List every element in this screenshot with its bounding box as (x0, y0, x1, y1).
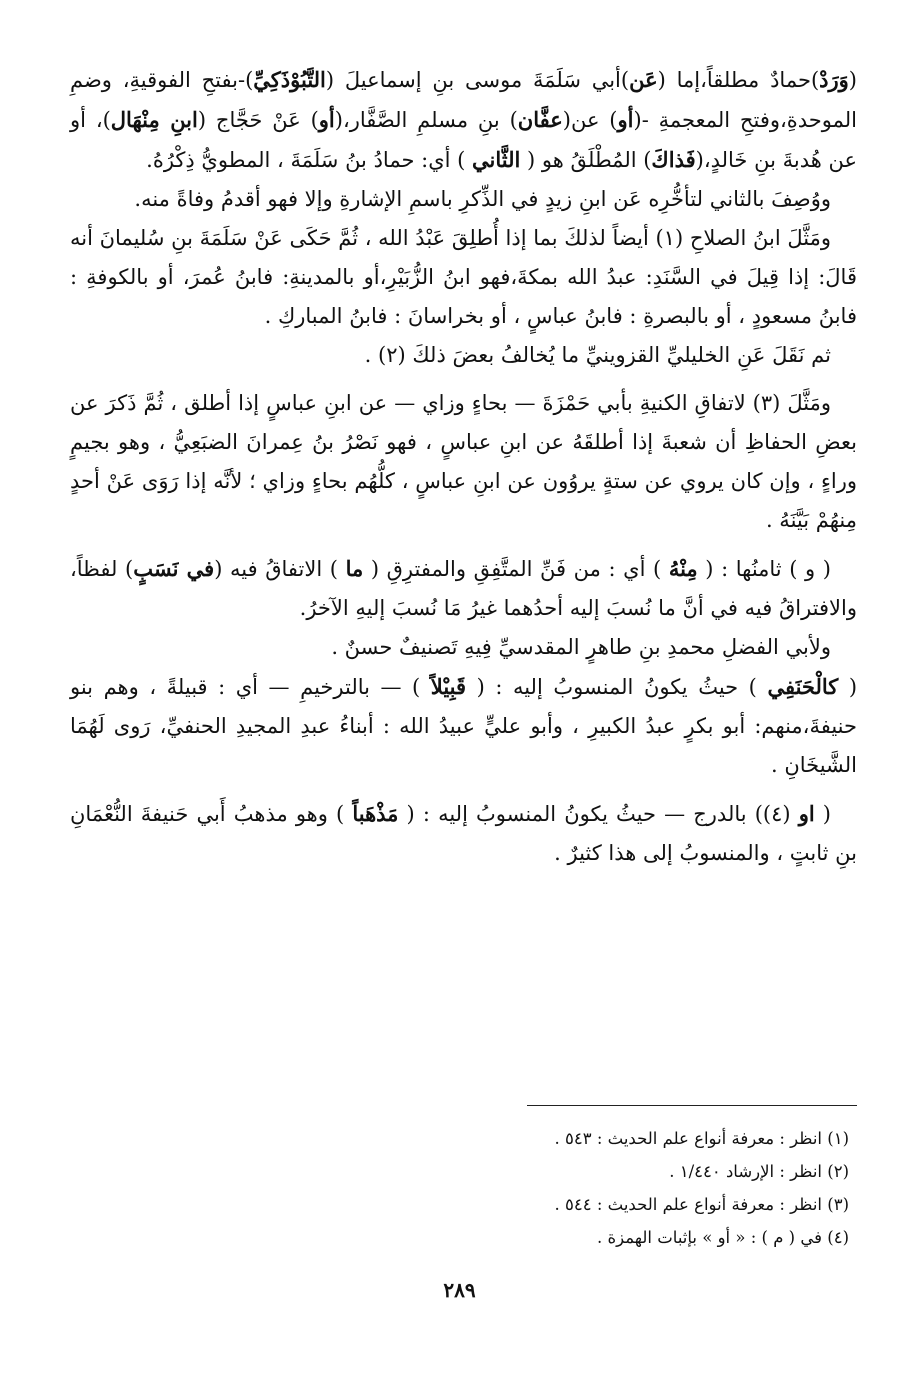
bold-term: قَبِيْلاً (430, 674, 467, 699)
text-run: (٤)) بالدرج — حيثُ يكونُ المنسوبُ إليه : ( (398, 802, 799, 826)
text-run: ) أي: حمادُ بنُ سَلَمَةَ ، المطويُّ ذِكْرُهُ. (146, 148, 473, 172)
text-run: ) عن( (562, 108, 618, 132)
text-run: ) حيثُ يكونُ المنسوبُ إليه : ( (466, 675, 768, 699)
paragraph-3: ومَثَّلَ ابنُ الصلاحِ (١) أيضاً لذلكَ بما إذا أُطلِقَ عَبْدُ الله ، ثُمَّ حَكَى عَنْ سَلَمَةَ بنِ سُليمانَ أنه قَالَ: إذا قِيلَ في السَّنَدِ: عبدُ الله بمكةَ،فهو ابنُ الزُّبَيْرِ،أو بالمدينةِ: فابنُ عُمرَ، أو بالكوفةِ : فابنُ مسعودٍ ، أو بالبصرةِ : فابنُ عباسٍ ، أو بخراسانَ : فابنُ المباركِ . (70, 226, 857, 328)
page-number: ٢٨٩ (443, 1278, 476, 1302)
text-run: ( (814, 802, 832, 826)
bold-term: أو (318, 107, 335, 132)
bold-term: مَذْهَباً (352, 801, 399, 826)
paragraph-5: ومَثَّلَ (٣) لاتفاقِ الكنيةِ بأبي حَمْزَةَ — بحاءٍ وزاي — عن ابنِ عباسٍ إذا أطلق ، ثُمَّ ذَكرَ عن بعضِ الحفاظِ أن شعبةَ إذا أطلقَهُ عن ابنِ عباسٍ ، فهو نَصْرُ بنُ عِمرانَ الضبَعِيُّ ، وهو بجيمٍ وراءٍ ، وإن كان يروي عن ستةٍ يروُون عن ابنِ عباسٍ ، كلُّهُم بحاءٍ وزاي ؛ لأنَّه إذا رَوَى عَنْ أحدٍ مِنهُمْ بَيَّنَهُ . (70, 391, 857, 532)
text-run: ) — بالترخيمِ — أي : قبيلةً ، وهم بنو حنيفةَ،منهم: أبو بكرٍ عبدُ الكبيرِ ، وأبو عليٍّ عبيدُ الله : أبناءُ عبدِ المجيدِ الحنفيِّ، رَوى لَهُمَا الشَّيخَانِ . (70, 675, 857, 777)
bold-term: عَن (629, 67, 658, 92)
bold-term: ما (345, 556, 364, 581)
paragraph-8 (70, 667, 857, 785)
bold-term: الثَّاني (472, 147, 521, 172)
text-run: ) عَنْ حَجَّاج ( (197, 108, 319, 132)
footnote-4: (٤) في ( م ) : « أو » بإثبات الهمزة . (597, 1228, 849, 1247)
paragraph-1 (70, 60, 857, 180)
footnote-1: (١) انظر : معرفة أنواع علم الحديث : ٥٤٣ . (554, 1129, 849, 1148)
paragraph-9 (70, 794, 857, 873)
bold-term: او (798, 801, 815, 826)
footnote-3: (٣) انظر : معرفة أنواع علم الحديث : ٥٤٤ . (554, 1195, 849, 1214)
main-text (70, 60, 857, 873)
text-run: ( و ) ثامنُها : ( (697, 557, 831, 581)
bold-term: وَرَدْ (819, 67, 849, 92)
text-run: ( (838, 675, 858, 699)
bold-term: مِنْهُ (668, 556, 698, 581)
text-run: ) المُطْلَقُ هو ( (520, 148, 652, 172)
paragraph-4: ثم نَقَلَ عَنِ الخليليِّ القزوينيِّ ما يُخالفُ بعضَ ذلكَ (٢) . (364, 343, 831, 367)
bold-term: التَّبُوْذَكِيِّ (253, 67, 326, 92)
text-run: ) وهو مذهبُ أَبي حَنيفةَ النُّعْمَانِ بنِ ثابتٍ ، والمنسوبُ إلى هذا كثيرٌ . (70, 802, 857, 865)
bold-term: عفَّان (517, 107, 563, 132)
footnotes (80, 1122, 849, 1254)
page-body (70, 60, 857, 873)
text-run: ) لفظاً، والافتراقُ فيه في أنَّ ما نُسبَ إليه أحدُهما غيرُ مَا نُسبَ إليهِ الآخرُ. (70, 557, 857, 620)
text-run: ( (848, 68, 857, 92)
text-run: )، أو عن هُدبةَ بنِ خَالدٍ،( (70, 108, 857, 172)
text-run: )أبي سَلَمَةَ موسى بنِ إسماعيلَ ( (325, 68, 630, 92)
bold-term: أو (617, 107, 634, 132)
text-run: )-بفتحِ الفوقيةِ، وضمِ الموحدةِ،وفتحِ المعجمةِ -( (70, 68, 858, 132)
text-run: ) الاتفاقُ فيه ( (214, 557, 346, 581)
text-run: ) بنِ مسلمِ الصَّفَّار،( (334, 108, 518, 132)
bold-term: كالْحَنَفِي (767, 674, 839, 699)
footnote-2: (٢) انظر : الإرشاد ١/٤٤٠ . (669, 1162, 849, 1181)
paragraph-2: ووُصِفَ بالثاني لتأخُّرِه عَن ابنِ زيدٍ في الذِّكرِ باسمِ الإشارةِ وإلا فهو أقدمُ وفاةً منه. (134, 187, 831, 211)
bold-term: فَذاكَ (651, 147, 696, 172)
footnote-divider (527, 1105, 857, 1106)
paragraph-6 (70, 549, 857, 628)
text-run: )حمادٌ مطلقاً،إما ( (657, 68, 820, 92)
paragraph-7: ولأبي الفضلِ محمدِ بنِ طاهرٍ المقدسيِّ فِيهِ تَصنيفٌ حسنٌ . (331, 635, 831, 659)
bold-term: في نَسَبٍ (133, 556, 215, 581)
bold-term: ابنِ مِنْهَال (110, 107, 198, 132)
text-run: ) أي : من فَنِّ المتَّفِقِ والمفترِقِ ( (363, 557, 669, 581)
